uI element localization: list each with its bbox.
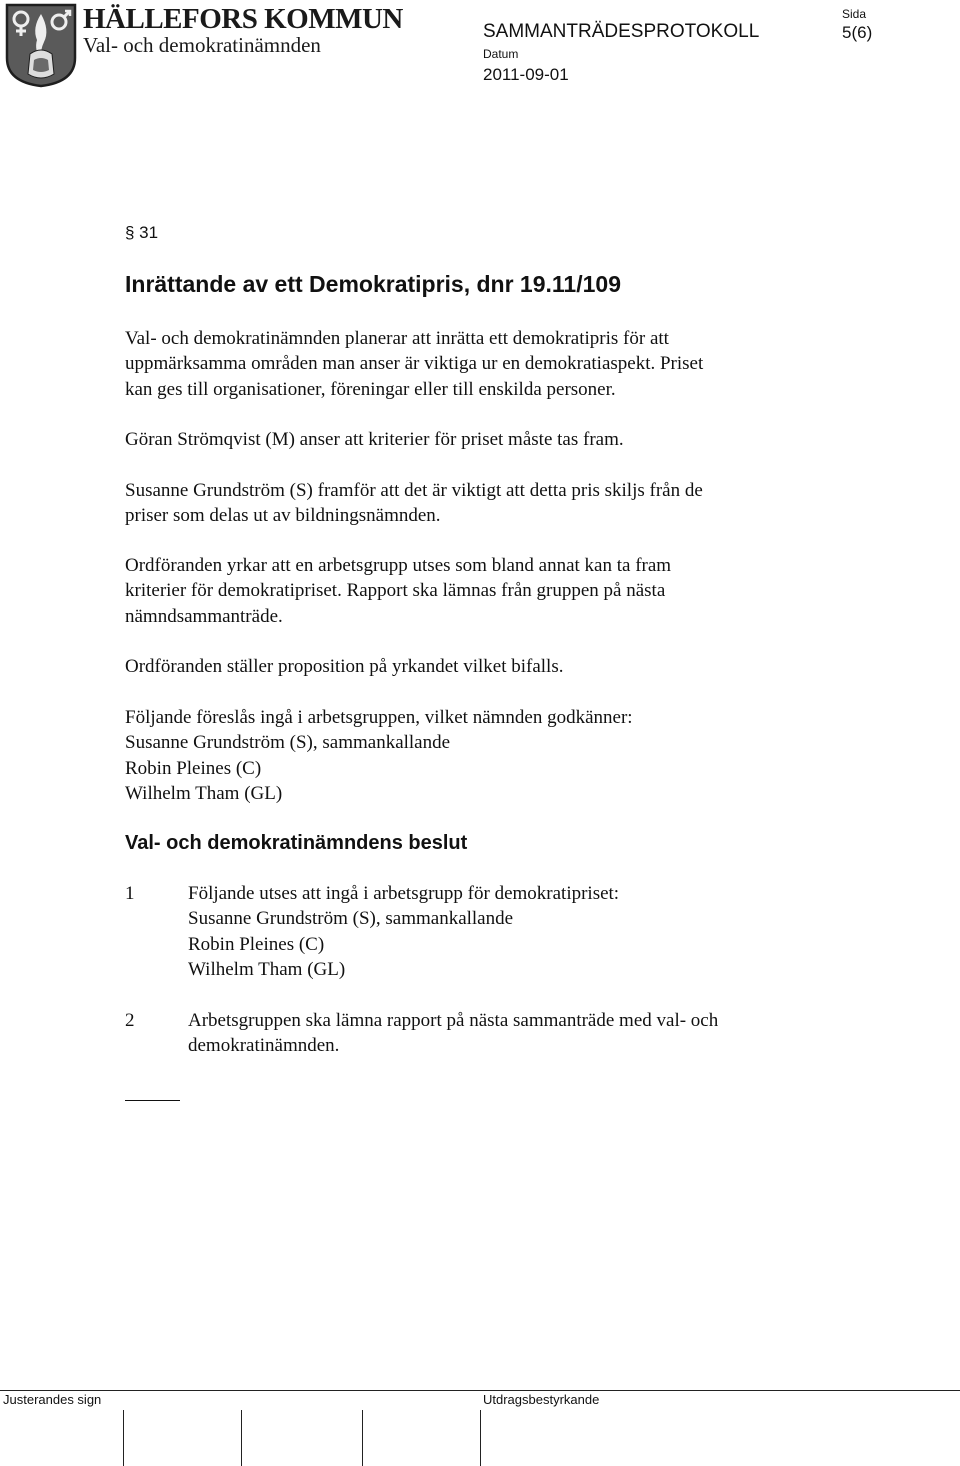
signature-label: Justerandes sign xyxy=(3,1392,102,1407)
decision-item-number: 2 xyxy=(125,1010,135,1031)
committee-name: Val- och demokratinämnden xyxy=(83,33,321,57)
body-paragraph: Följande föreslås ingå i arbetsgruppen, vilket nämnden godkänner: Susanne Grundström (S), sammankallande Robin Pleines (C) Wilhelm Tham (GL) xyxy=(125,707,633,804)
date-value: 2011-09-01 xyxy=(483,65,569,84)
section-title: Inrättande av ett Demokratipris, dnr 19.11/109 xyxy=(125,271,621,297)
paragraph-number: § 31 xyxy=(125,223,159,242)
organization-name: HÄLLEFORS KOMMUN xyxy=(83,3,403,35)
page-number: 5(6) xyxy=(842,23,873,42)
body-paragraph: Val- och demokratinämnden planerar att inrätta ett demokratipris för att uppmärksamma områden man anser är viktiga ur en demokratiaspekt. Priset kan ges till organisationer, föreningar eller till enskilda personer. xyxy=(125,328,704,400)
footer-divider xyxy=(0,1390,960,1391)
date-label: Datum xyxy=(483,47,519,61)
signature-box-divider xyxy=(362,1410,363,1466)
decision-heading: Val- och demokratinämndens beslut xyxy=(125,832,468,854)
signature-box-divider xyxy=(480,1410,481,1466)
section-end-rule xyxy=(125,1100,180,1101)
body-paragraph: Susanne Grundström (S) framför att det är viktigt att detta pris skiljs från de priser som delas ut av bildningsnämnden. xyxy=(125,480,703,527)
signature-box-divider xyxy=(241,1410,242,1466)
body-paragraph: Ordföranden yrkar att en arbetsgrupp utses som bland annat kan ta fram kriterier för demokratipriset. Rapport ska lämnas från gruppen på nästa nämndsammanträde. xyxy=(125,555,672,627)
document-type: SAMMANTRÄDESPROTOKOLL xyxy=(483,21,760,42)
municipal-coat-of-arms-icon xyxy=(4,2,78,88)
decision-item-text: Arbetsgruppen ska lämna rapport på nästa sammanträde med val- och demokratinämnden. xyxy=(188,1010,719,1057)
signature-box-divider xyxy=(123,1410,124,1466)
body-paragraph: Göran Strömqvist (M) anser att kriterier för priset måste tas fram. xyxy=(125,429,624,450)
certification-label: Utdragsbestyrkande xyxy=(483,1392,600,1407)
decision-item-text: Följande utses att ingå i arbetsgrupp för demokratipriset: Susanne Grundström (S), sammankallande Robin Pleines (C) Wilhelm Tham (GL) xyxy=(188,883,620,980)
decision-item-number: 1 xyxy=(125,883,135,904)
page-label: Sida xyxy=(842,7,867,21)
body-paragraph: Ordföranden ställer proposition på yrkandet vilket bifalls. xyxy=(125,656,564,677)
